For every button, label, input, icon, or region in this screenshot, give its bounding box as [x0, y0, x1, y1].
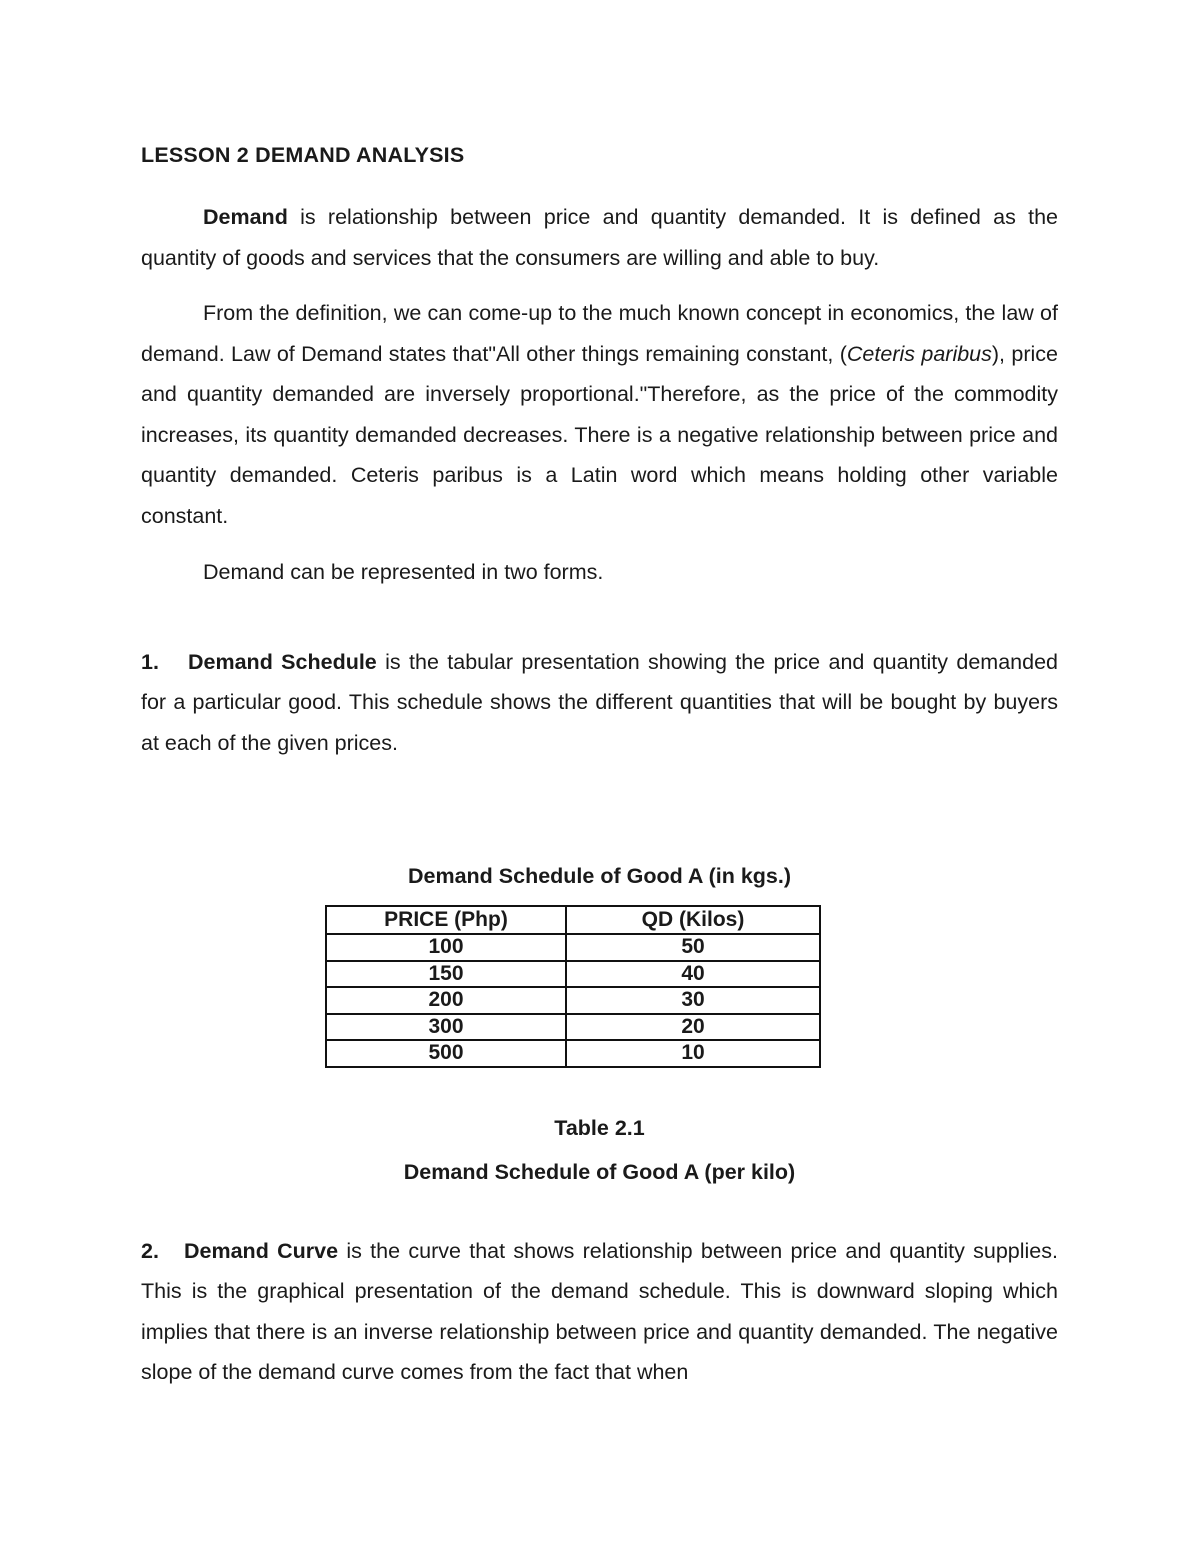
ceteris-paribus-italic: Ceteris paribus [846, 341, 992, 366]
table-header-row [326, 906, 820, 934]
table-caption-title: Demand Schedule of Good A (per kilo) [403, 1159, 796, 1184]
demand-schedule-item [141, 642, 1058, 764]
cell-price: 300 [326, 1014, 566, 1041]
demand-curve-term: Demand Curve [184, 1238, 339, 1263]
forms-paragraph: Demand can be represented in two forms. [203, 560, 604, 584]
demand-curve-text: is the curve that shows relationship between price and quantity supplies. This is the graphical presentation of the demand schedule. This is downward sloping which implies that there is an inverse relationship between price and quantity demanded. The negative slope of the demand curve comes from the fact that when [141, 1238, 1058, 1384]
law-of-demand-text-a: From the definition, we can come-up to the much known concept in economics, the law of demand. Law of Demand states that"All other things remaining constant, ( [141, 301, 1058, 366]
document-page [141, 140, 1058, 1393]
lesson-heading: LESSON 2 DEMAND ANALYSIS [141, 143, 465, 167]
demand-schedule-table [325, 905, 821, 1068]
item-number-2: 2. [141, 1238, 159, 1263]
demand-definition-text: is relationship between price and quantity demanded. It is defined as the quantity of goods and services that the consumers are willing and able to buy. [141, 205, 1058, 270]
law-of-demand-text-b: ), price and quantity demanded are inversely proportional."Therefore, as the price of the commodity increases, its quantity demanded decreases. There is a negative relationship between price and quantity demanded. Ceteris paribus is a Latin word which means holding other variable constant. [141, 341, 1058, 528]
demand-schedule-table-block [141, 861, 1058, 1194]
header-qd: QD (Kilos) [566, 906, 820, 934]
demand-schedule-text: is the tabular presentation showing the price and quantity demanded for a particular good. This schedule shows the different quantities that will be bought by buyers at each of the given prices. [141, 649, 1058, 755]
table-row [326, 961, 820, 988]
cell-price: 100 [326, 934, 566, 961]
cell-price: 150 [326, 961, 566, 988]
table-row [326, 1014, 820, 1041]
cell-qd: 40 [566, 961, 820, 988]
cell-price: 200 [326, 987, 566, 1014]
law-of-demand-paragraph [141, 293, 1058, 536]
table-row [326, 934, 820, 961]
header-price: PRICE (Php) [326, 906, 566, 934]
table-caption-number: Table 2.1 [554, 1115, 645, 1140]
table-row [326, 987, 820, 1014]
demand-definition-paragraph [141, 197, 1058, 278]
cell-qd: 10 [566, 1040, 820, 1067]
cell-qd: 50 [566, 934, 820, 961]
cell-qd: 30 [566, 987, 820, 1014]
cell-price: 500 [326, 1040, 566, 1067]
item-number-1: 1. [141, 649, 159, 674]
table-row [326, 1040, 820, 1067]
demand-term: Demand [203, 205, 288, 229]
demand-curve-item [141, 1231, 1058, 1393]
cell-qd: 20 [566, 1014, 820, 1041]
demand-schedule-term: Demand Schedule [188, 649, 377, 674]
table-title: Demand Schedule of Good A (in kgs.) [407, 864, 792, 888]
